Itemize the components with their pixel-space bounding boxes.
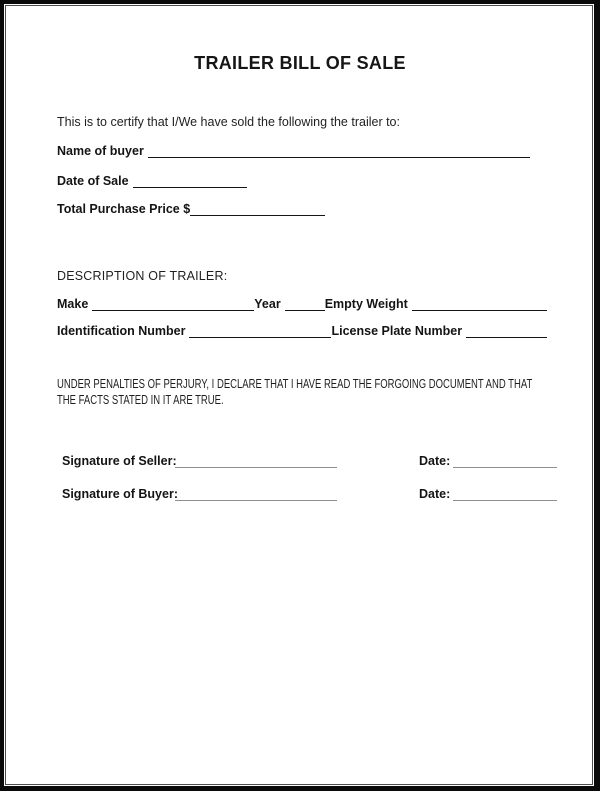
purchase-price-row (57, 200, 325, 217)
identification-number-label: Identification Number (57, 324, 186, 338)
date-of-sale-label: Date of Sale (57, 174, 129, 188)
signature-of-buyer-label: Signature of Buyer: (62, 487, 178, 501)
license-plate-number-field[interactable] (466, 328, 547, 338)
seller-date-field[interactable] (453, 461, 557, 468)
buyer-date-field[interactable] (453, 494, 557, 501)
identification-row (57, 322, 547, 339)
seller-date-label: Date: (419, 454, 451, 468)
buyer-signature-field[interactable] (175, 494, 337, 501)
buyer-date-label: Date: (419, 487, 451, 501)
make-label: Make (57, 297, 89, 311)
signature-of-seller-label: Signature of Seller: (62, 454, 177, 468)
make-field[interactable] (92, 301, 254, 311)
intro-text: This is to certify that I/We have sold the following the trailer to: (57, 115, 400, 129)
buyer-name-row (57, 142, 530, 159)
buyer-signature-row (62, 484, 557, 502)
sale-date-row (57, 172, 247, 189)
empty-weight-field[interactable] (412, 301, 547, 311)
description-section-header: DESCRIPTION OF TRAILER: (57, 269, 228, 283)
identification-number-field[interactable] (189, 328, 331, 338)
seller-signature-field[interactable] (175, 461, 337, 468)
buyer-name-field[interactable] (148, 148, 530, 158)
year-field[interactable] (285, 301, 325, 311)
license-plate-number-label: License Plate Number (331, 324, 463, 338)
year-label: Year (254, 297, 281, 311)
perjury-statement: UNDER PENALTIES OF PERJURY, I DECLARE THAT I HAVE READ THE FORGOING DOCUMENT AND THAT THE FACTS STATED IN IT ARE TRUE. (57, 377, 533, 407)
document-title: TRAILER BILL OF SALE (194, 53, 406, 73)
purchase-price-field[interactable] (190, 206, 325, 216)
empty-weight-label: Empty Weight (324, 297, 408, 311)
make-year-weight-row (57, 295, 547, 312)
seller-signature-row (62, 451, 557, 469)
sale-date-field[interactable] (133, 178, 247, 188)
name-of-buyer-label: Name of buyer (57, 144, 144, 158)
total-purchase-price-label: Total Purchase Price $ (57, 202, 191, 216)
